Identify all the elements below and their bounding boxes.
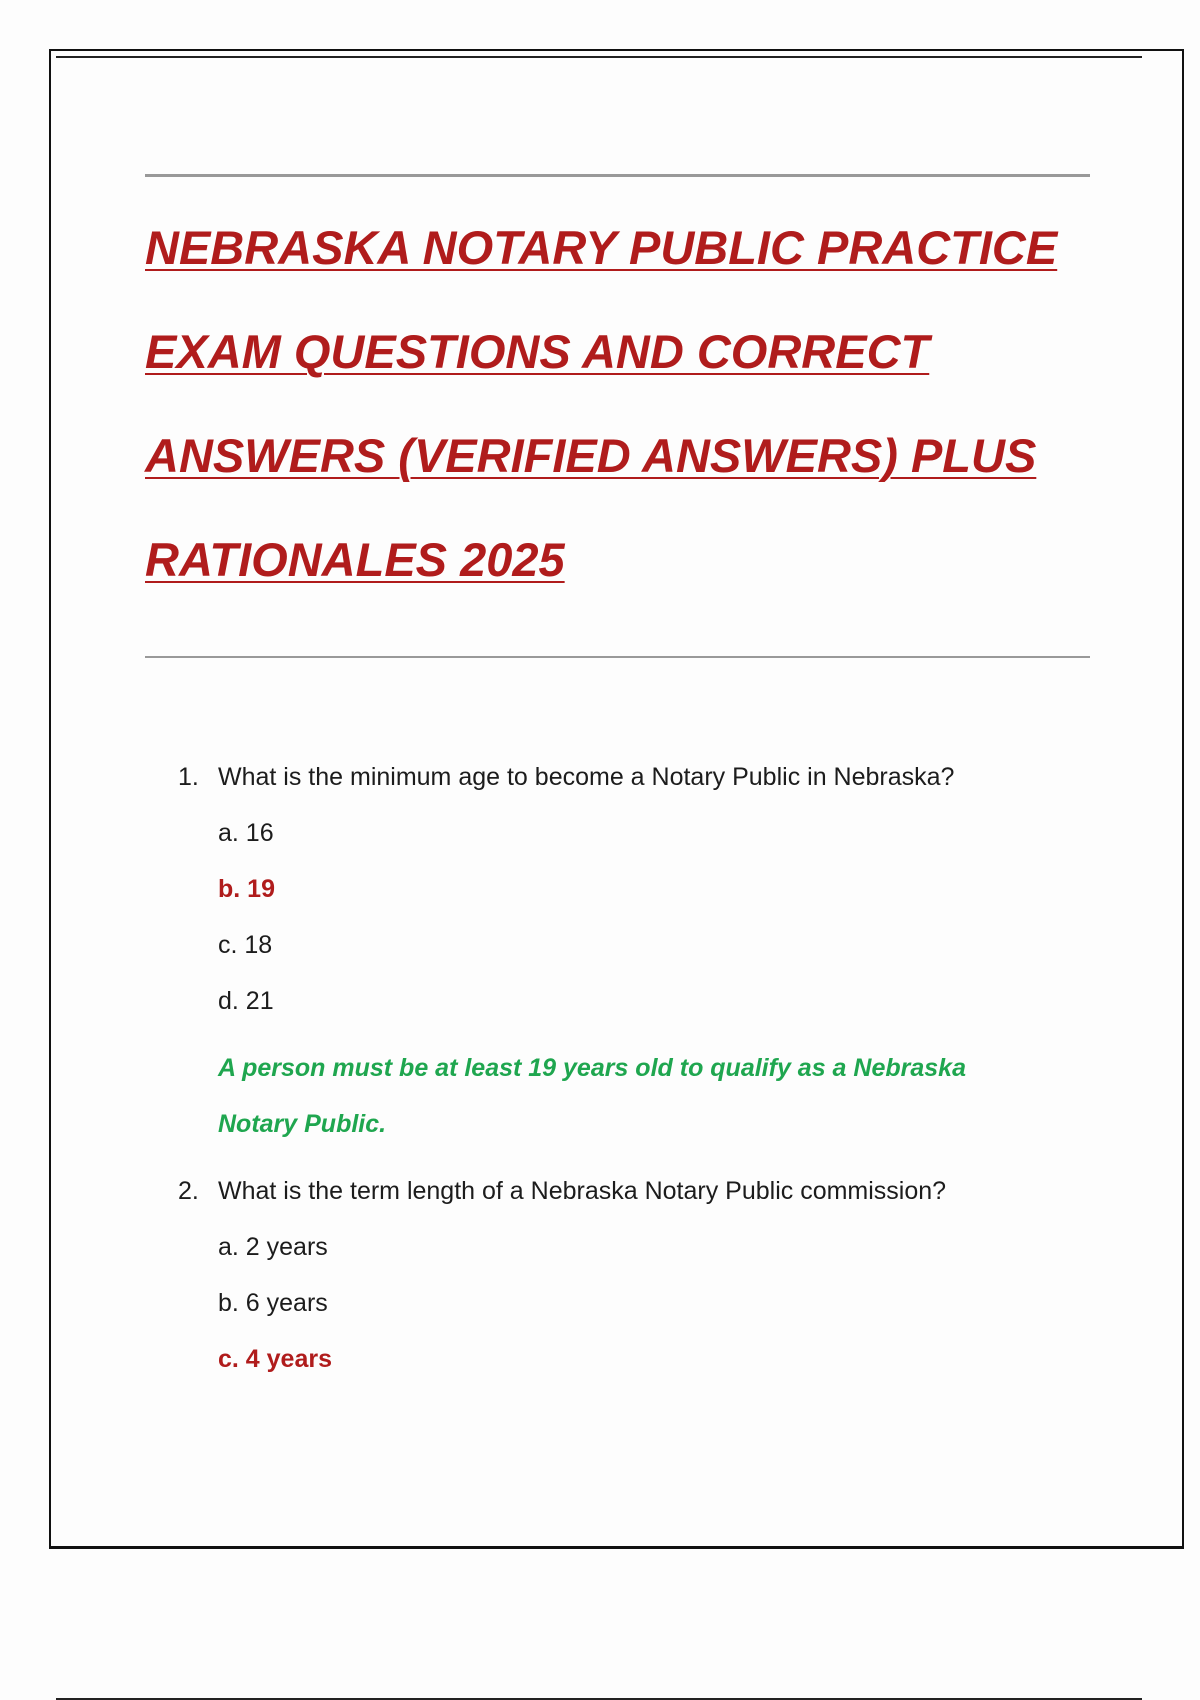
question-prompt: What is the minimum age to become a Notary Public in Nebraska? bbox=[218, 763, 955, 791]
document-title bbox=[145, 216, 1125, 632]
answer-option: c. 18 bbox=[218, 931, 273, 959]
question-text bbox=[178, 760, 1078, 794]
question-text bbox=[178, 1174, 1078, 1208]
question-list bbox=[178, 760, 1078, 1376]
answer-rationale: A person must be at least 19 years old to qualify as a Nebraska Notary Public. bbox=[218, 1054, 966, 1138]
title-divider-bottom bbox=[145, 656, 1090, 658]
title-divider-top bbox=[145, 174, 1090, 177]
question-prompt: What is the term length of a Nebraska Notary Public commission? bbox=[218, 1177, 947, 1205]
answer-option: d. 21 bbox=[218, 987, 274, 1015]
answer-options bbox=[178, 1230, 1078, 1376]
title-line-4: RATIONALES 2025 bbox=[145, 533, 565, 586]
title-line-2: EXAM QUESTIONS AND CORRECT bbox=[145, 325, 930, 378]
correct-answer-option: c. 4 years bbox=[218, 1345, 332, 1373]
title-line-3: ANSWERS (VERIFIED ANSWERS) PLUS bbox=[145, 429, 1037, 482]
correct-answer-option: b. 19 bbox=[218, 875, 275, 903]
title-line-1: NEBRASKA NOTARY PUBLIC PRACTICE bbox=[145, 221, 1058, 274]
question-1 bbox=[178, 760, 1078, 1152]
answer-options bbox=[178, 816, 1078, 1018]
answer-option: a. 2 years bbox=[218, 1233, 328, 1261]
answer-option: a. 16 bbox=[218, 819, 274, 847]
question-number: 2. bbox=[178, 1177, 199, 1205]
question-number: 1. bbox=[178, 763, 199, 791]
question-2 bbox=[178, 1174, 1078, 1376]
answer-option: b. 6 years bbox=[218, 1289, 328, 1317]
